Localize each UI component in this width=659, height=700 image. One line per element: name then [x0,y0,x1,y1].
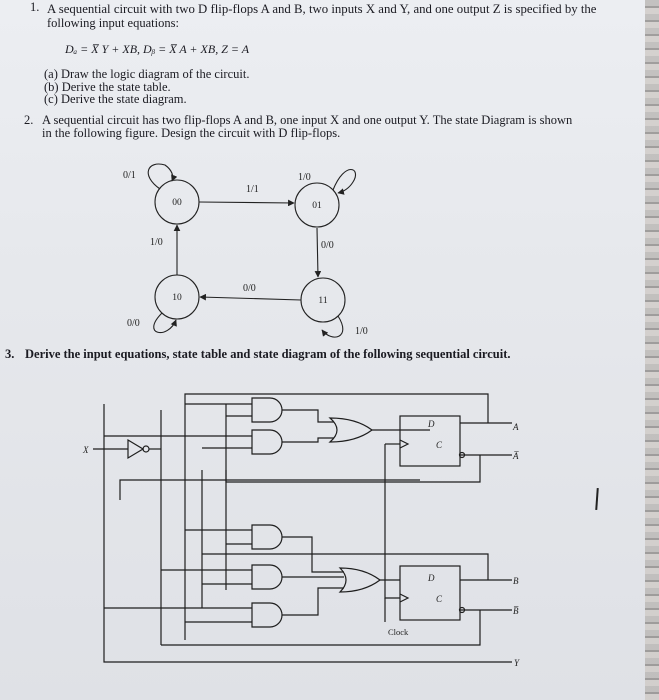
self-loop-11 [322,316,343,337]
dff-a-c-label: C [436,440,443,450]
and-gate-4 [252,565,282,589]
q1-part-a: (a) Draw the logic diagram of the circuit. [44,67,250,81]
transition-label: 1/0 [355,326,368,337]
state-label-01: 01 [312,201,322,211]
state-label-00: 00 [172,198,182,208]
logic-circuit [0,360,659,700]
and-gate-2 [252,430,282,454]
transition-label: 0/0 [243,283,256,294]
q2-text-line2: in the following figure. Design the circuit with D flip-flops. [42,126,341,140]
transition-label: 1/0 [150,237,163,248]
q2-text-line1: A sequential circuit has two flip-flops A and B, one input X and one output Y. The state Diagram is shown [42,113,573,127]
clock-label: Clock [388,627,409,637]
q3-number: 3. [5,347,15,361]
q1-part-c: (c) Derive the state diagram. [44,92,187,106]
and-gate-3 [252,525,282,549]
arrow-11-10 [200,297,301,300]
transition-label: 1/1 [246,184,259,195]
output-b-not-label: B̅ [513,606,519,616]
and-gate-1 [252,398,282,422]
output-a-label: A [513,422,519,432]
state-label-10: 10 [172,293,182,303]
q3-text: Derive the input equations, state table and state diagram of the following sequential circuit. [25,347,511,361]
transition-label: 0/0 [321,240,334,251]
input-buffer [128,440,143,458]
dff-b-d-label: D [428,573,435,583]
or-gate-2 [340,568,380,592]
q1-number: 1. [30,0,40,14]
output-y-label: Y [514,658,520,668]
arrow-01-11 [317,228,318,277]
transition-label: 0/0 [127,318,140,329]
output-b-label: B [513,576,519,586]
transition-label: 1/0 [298,172,311,183]
q1-text-line2: following input equations: [47,16,179,30]
state-label-11: 11 [318,296,328,306]
self-loop-01 [333,170,356,194]
or-gate-1 [330,418,372,442]
feedback-b-not [161,610,480,645]
transition-label: 0/1 [123,170,136,181]
output-a-not-label: A̅ [513,451,519,461]
dff-b-c-label: C [436,594,443,604]
q2-number: 2. [24,113,34,127]
q1-part-b: (b) Derive the state table. [44,80,171,94]
clock-wire [385,444,400,598]
q1-text-line1: A sequential circuit with two D flip-flops A and B, two inputs X and Y, and one output Z is specified by the [47,2,597,16]
and-gate-5 [252,603,282,627]
input-x-label: X [83,445,89,455]
feedback-a-not [226,455,480,482]
arrow-00-01 [199,202,294,203]
self-loop-00 [148,164,173,189]
q1-equations: Dₐ = X̅ Y + XB, Dᵦ = X̅ A + XB, Z = A [65,42,250,56]
dff-a-d-label: D [428,419,435,429]
